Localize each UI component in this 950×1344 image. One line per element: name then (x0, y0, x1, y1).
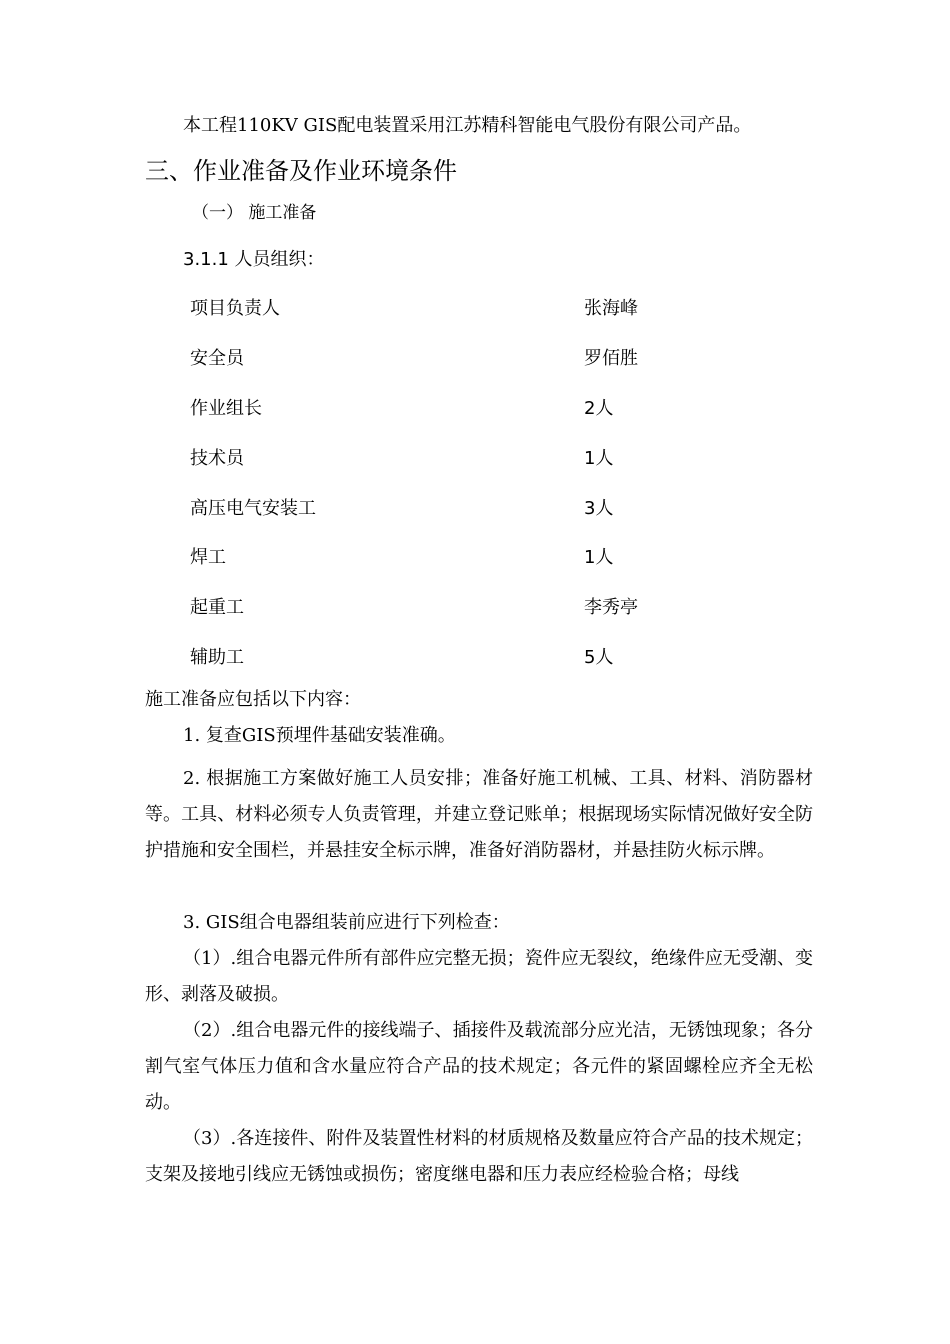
prep-intro: 施工准备应包括以下内容： (145, 689, 361, 710)
section-heading: 三、作业准备及作业环境条件 (145, 157, 457, 185)
staff-value: 1人 (584, 547, 614, 568)
staff-value: 2人 (584, 398, 614, 419)
check-item-text: （1）.组合电器元件所有部件应完整无损；瓷件应无裂纹，绝缘件应无受潮、变形、剥落及破损。 (145, 948, 813, 1005)
staff-role: 技术员 (190, 448, 244, 469)
staff-role: 项目负责人 (190, 298, 280, 319)
staff-value: 5人 (584, 647, 614, 668)
prep-item-text: 3. GIS组合电器组装前应进行下列检查： (183, 912, 510, 933)
prep-item-text: 1. 复查GIS预埋件基础安装准确。 (183, 725, 456, 746)
check-item (145, 1121, 813, 1193)
check-item (145, 1013, 813, 1121)
intro-paragraph: 本工程110KV GIS配电装置采用江苏精科智能电气股份有限公司产品。 (183, 115, 752, 136)
staff-role: 辅助工 (190, 647, 244, 668)
prep-item (145, 905, 813, 941)
subsubsection-heading: 3.1.1 人员组织： (183, 249, 325, 270)
staff-value: 罗佰胜 (584, 348, 638, 369)
prep-item (145, 761, 813, 869)
staff-value: 3人 (584, 498, 614, 519)
staff-role: 作业组长 (190, 398, 262, 419)
check-item-text: （2）.组合电器元件的接线端子、插接件及载流部分应光洁，无锈蚀现象；各分割气室气体压力值和含水量应符合产品的技术规定；各元件的紧固螺栓应齐全无松动。 (145, 1020, 813, 1113)
staff-value: 张海峰 (584, 298, 638, 319)
staff-role: 焊工 (190, 547, 226, 568)
prep-item-text: 2. 根据施工方案做好施工人员安排；准备好施工机械、工具、材料、消防器材等。工具、材料必须专人负责管理，并建立登记账单；根据现场实际情况做好安全防护措施和安全围栏，并悬挂安全标示牌，准备好消防器材，并悬挂防火标示牌。 (145, 768, 813, 861)
staff-value: 1人 (584, 448, 614, 469)
prep-item (145, 718, 813, 754)
check-item-text: （3）.各连接件、附件及装置性材料的材质规格及数量应符合产品的技术规定；支架及接地引线应无锈蚀或损伤；密度继电器和压力表应经检验合格；母线 (145, 1128, 813, 1185)
staff-role: 高压电气安装工 (190, 498, 316, 519)
staff-role: 起重工 (190, 597, 244, 618)
subsection-heading: （一） 施工准备 (192, 203, 317, 223)
check-item (145, 941, 813, 1013)
staff-role: 安全员 (190, 348, 244, 369)
staff-value: 李秀亭 (584, 597, 638, 618)
